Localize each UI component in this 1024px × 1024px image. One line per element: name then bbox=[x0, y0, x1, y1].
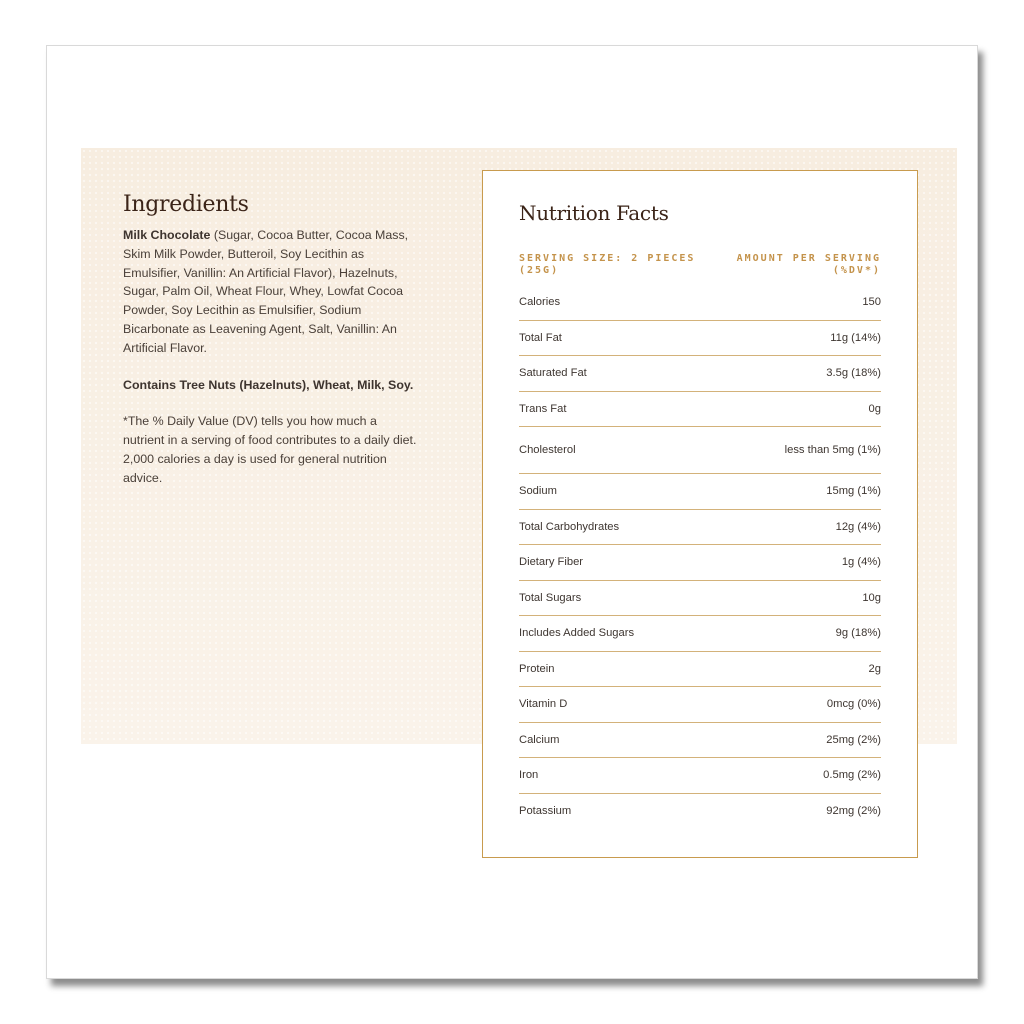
ingredients-title: Ingredients bbox=[123, 192, 249, 217]
nutrient-value: 11g (14%) bbox=[830, 331, 881, 344]
nutrient-label: Includes Added Sugars bbox=[519, 627, 635, 640]
nutrition-row bbox=[519, 616, 881, 652]
nutrition-row bbox=[519, 794, 881, 829]
serving-size-label: SERVING SIZE: 2 PIECES (25G) bbox=[519, 253, 696, 276]
allergen-text: Contains Tree Nuts (Hazelnuts), Wheat, Milk, Soy. bbox=[123, 377, 414, 392]
nutrition-row bbox=[519, 723, 881, 759]
nutrition-rows bbox=[519, 285, 881, 828]
nutrition-row bbox=[519, 581, 881, 617]
nutrient-value: 25mg (2%) bbox=[826, 733, 881, 746]
nutrient-label: Total Carbohydrates bbox=[519, 520, 620, 533]
nutrition-row bbox=[519, 758, 881, 794]
nutrient-value: 0.5mg (2%) bbox=[823, 769, 881, 782]
nutrient-value: 15mg (1%) bbox=[826, 485, 881, 498]
product-sheet bbox=[46, 45, 978, 979]
nutrient-label: Vitamin D bbox=[519, 698, 568, 711]
nutrient-label: Calcium bbox=[519, 733, 560, 746]
nutrient-label: Cholesterol bbox=[519, 444, 576, 456]
nutrition-row bbox=[519, 545, 881, 581]
nutrition-header bbox=[519, 253, 881, 277]
nutrient-label: Dietary Fiber bbox=[519, 556, 584, 569]
nutrition-row bbox=[519, 392, 881, 428]
nutrient-label: Iron bbox=[519, 769, 539, 782]
nutrition-facts-title: Nutrition Facts bbox=[519, 201, 669, 225]
nutrient-value: 0g bbox=[868, 402, 881, 415]
nutrient-value: 2g bbox=[868, 662, 881, 675]
ingredients-section bbox=[123, 192, 419, 506]
nutrient-value: 10g bbox=[862, 591, 881, 604]
nutrient-value: 0mcg (0%) bbox=[826, 698, 881, 711]
nutrient-value: 150 bbox=[862, 296, 881, 309]
nutrition-row bbox=[519, 510, 881, 546]
amount-per-serving-label: AMOUNT PER SERVING (%DV*) bbox=[736, 253, 881, 276]
ingredients-list-lead: Milk Chocolate bbox=[123, 228, 211, 242]
allergen-statement bbox=[123, 376, 419, 395]
nutrient-value: 9g (18%) bbox=[835, 627, 881, 640]
nutrient-label: Total Fat bbox=[519, 331, 562, 344]
nutrient-value: 12g (4%) bbox=[835, 520, 881, 533]
nutrition-row bbox=[519, 687, 881, 723]
nutrition-row bbox=[519, 427, 881, 474]
nutrition-row bbox=[519, 652, 881, 688]
nutrient-label: Calories bbox=[519, 296, 561, 309]
nutrient-label: Trans Fat bbox=[519, 402, 567, 415]
ingredients-list bbox=[123, 226, 419, 358]
nutrition-row bbox=[519, 474, 881, 510]
nutrient-value: less than 5mg (1%) bbox=[784, 444, 881, 456]
nutrition-row bbox=[519, 285, 881, 321]
nutrition-row bbox=[519, 321, 881, 357]
nutrient-label: Potassium bbox=[519, 804, 572, 817]
nutrient-label: Sodium bbox=[519, 485, 557, 498]
ingredients-list-text: (Sugar, Cocoa Butter, Cocoa Mass, Skim Milk Powder, Butteroil, Soy Lecithin as Emulsifier, Vanillin: An Artificial Flavor), Hazelnuts, Sugar, Palm Oil, Wheat Flour, Whey, Lowfat Cocoa Powder, Soy Lecithin as Emulsifier, Sodium Bicarbonate as Leavening Agent, Salt, Vanillin: An Artificial Flavor. bbox=[123, 228, 409, 355]
nutrient-value: 1g (4%) bbox=[841, 556, 881, 569]
nutrition-row bbox=[519, 356, 881, 392]
daily-value-note: *The % Daily Value (DV) tells you how much a nutrient in a serving of food contributes to a daily diet. 2,000 calories a day is used for general nutrition advice. bbox=[123, 414, 417, 485]
nutrient-label: Protein bbox=[519, 662, 555, 675]
nutrient-label: Total Sugars bbox=[519, 591, 582, 604]
nutrient-value: 3.5g (18%) bbox=[826, 367, 881, 380]
nutrition-facts-card bbox=[482, 170, 918, 858]
nutrient-value: 92mg (2%) bbox=[826, 804, 881, 817]
nutrient-label: Saturated Fat bbox=[519, 367, 587, 380]
